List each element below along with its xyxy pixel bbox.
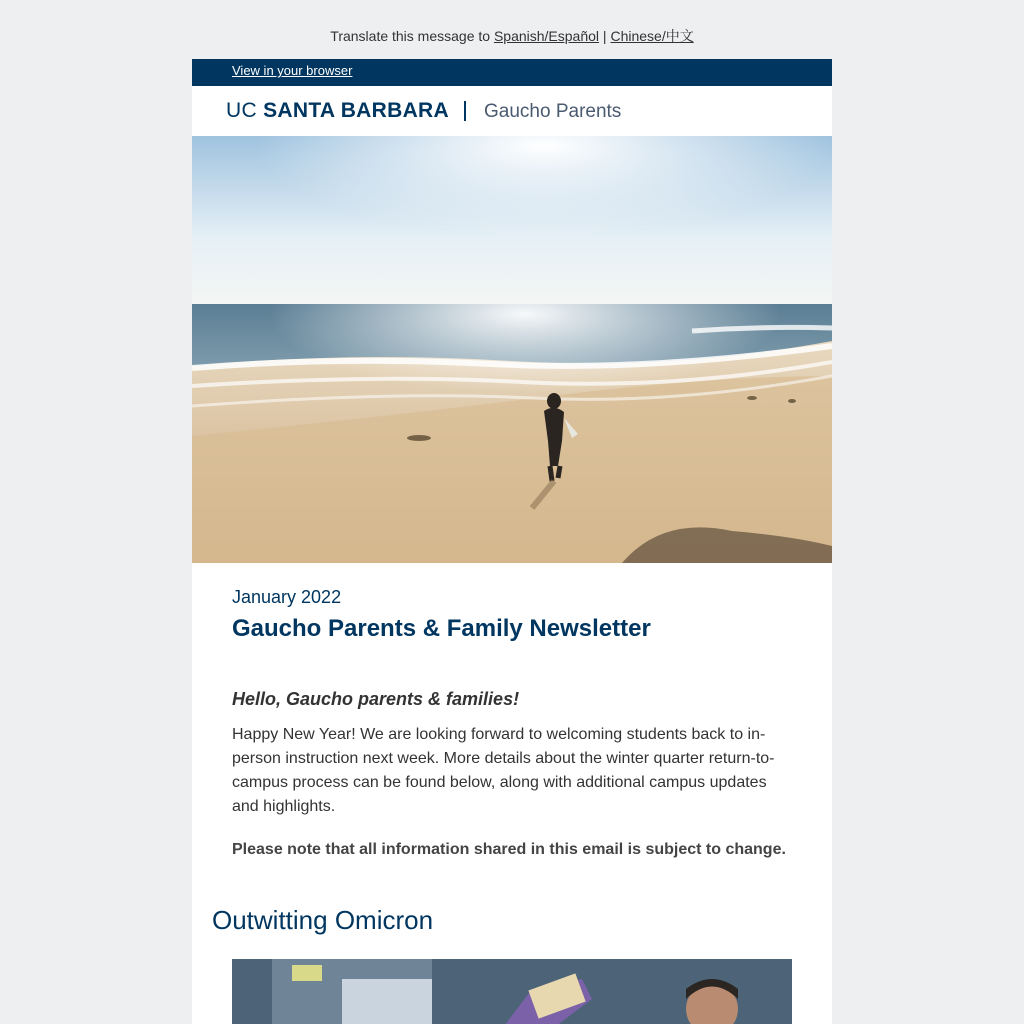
intro-paragraph: Happy New Year! We are looking forward to welcoming students back to in-person instruction next week. More details about the winter quarter return-to-campus process can be found below, along with additional campus updates and highlights. — [232, 726, 775, 815]
translate-bar — [0, 26, 1024, 46]
logo-gaucho-parents: Gaucho Parents — [484, 101, 622, 122]
lab-image — [232, 959, 792, 1024]
translate-prefix: Translate this message to — [330, 28, 491, 44]
spanish-link[interactable]: Spanish/Español — [493, 28, 600, 44]
logo-santa-barbara: SANTA BARBARA — [263, 99, 449, 122]
section-title: Outwitting Omicron — [212, 905, 434, 935]
newsletter-date: January 2022 — [232, 587, 342, 607]
hero-beach-image — [192, 136, 832, 563]
email-body — [192, 59, 832, 1024]
brand-header — [192, 86, 832, 136]
logo-uc: UC — [226, 99, 257, 122]
greeting: Hello, Gaucho parents & families! — [232, 689, 520, 709]
ucsb-logo[interactable] — [226, 99, 449, 123]
view-in-browser-link[interactable]: View in your browser — [232, 63, 353, 78]
newsletter-title: Gaucho Parents & Family Newsletter — [232, 615, 651, 642]
translate-divider: | — [602, 28, 607, 44]
top-bar — [192, 59, 832, 86]
disclaimer-note: Please note that all information shared in this email is subject to change. — [232, 841, 786, 858]
chinese-link[interactable]: Chinese/中文 — [610, 28, 694, 44]
logo-divider — [464, 101, 466, 121]
